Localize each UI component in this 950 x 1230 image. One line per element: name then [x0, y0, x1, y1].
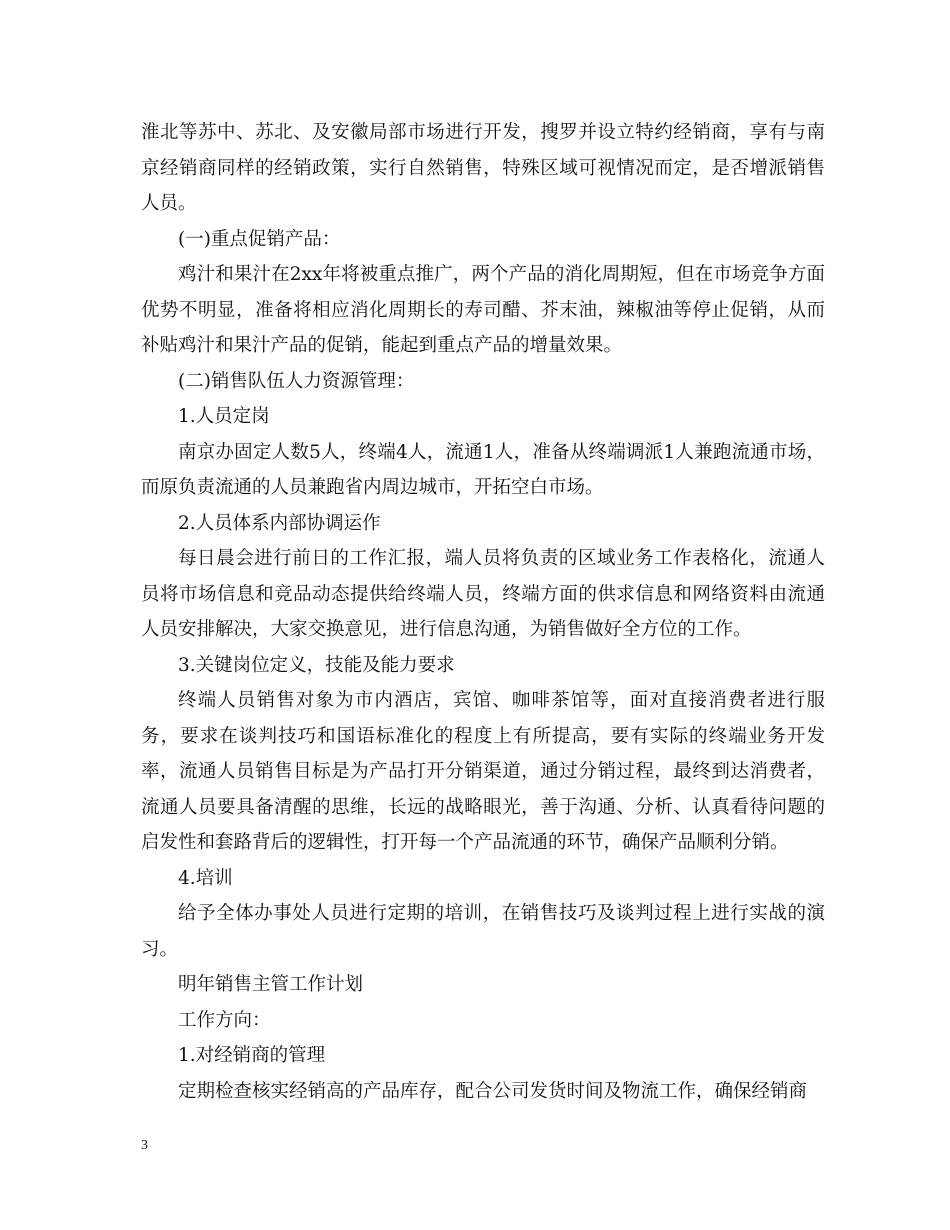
- heading-work-direction: 工作方向：: [178, 1009, 271, 1031]
- subheading-dealer-management: 1.对经销商的管理: [178, 1045, 326, 1066]
- paragraph-coordination: 每日晨会进行前日的工作汇报，端人员将负责的区域业务工作表格化，流通人员将市场信息和竞品动态提供给终端人员，终端方面的供求信息和网络资料由流通人员安排解决，大家交换意见，进行信息沟通，为销售做好全方位的工作。: [141, 548, 825, 640]
- heading-next-year-plan: 明年销售主管工作计划: [178, 974, 364, 995]
- paragraph-1: 淮北等苏中、苏北、及安徽局部市场进行开发，搜罗并设立特约经销商，享有与南京经销商同样的经销政策，实行自然销售，特殊区域可视情况而定，是否增派销售人员。: [141, 122, 825, 214]
- paragraph-training: 给予全体办事处人员进行定期的培训，在销售技巧及谈判过程上进行实战的演习。: [141, 903, 825, 960]
- page-number: 3: [141, 1138, 148, 1153]
- subheading-training: 4.培训: [178, 867, 233, 889]
- paragraph-staffing: 南京办固定人数5人，终端4人，流通1人，准备从终端调派1人兼跑流通市场，而原负责流通的人员兼跑省内周边城市，开拓空白市场。: [141, 441, 825, 498]
- section-heading-promotion: (一)重点促销产品：: [178, 228, 341, 250]
- subheading-coordination: 2.人员体系内部协调运作: [178, 512, 381, 534]
- paragraph-promotion: 鸡汁和果汁在2xx年将被重点推广，两个产品的消化周期短，但在市场竞争方面优势不明显，准备将相应消化周期长的寿司醋、芥末油，辣椒油等停止促销，从而补贴鸡汁和果汁产品的促销，能起到重点产品的增量效果。: [141, 264, 825, 356]
- subheading-staffing: 1.人员定岗: [178, 406, 270, 427]
- paragraph-dealer-management: 定期检查核实经销高的产品库存，配合公司发货时间及物流工作，确保经销商: [178, 1080, 808, 1102]
- section-heading-team: (二)销售队伍人力资源管理：: [178, 370, 415, 392]
- paragraph-key-positions: 终端人员销售对象为市内酒店，宾馆、咖啡茶馆等，面对直接消费者进行服务，要求在谈判技巧和国语标准化的程度上有所提高，要有实际的终端业务开发率，流通人员销售目标是为产品打开分销渠道，通过分销过程，最终到达消费者，流通人员要具备清醒的思维，长远的战略眼光，善于沟通、分析、认真看待问题的启发性和套路背后的逻辑性，打开每一个产品流通的环节，确保产品顺利分销。: [141, 690, 825, 853]
- subheading-key-positions: 3.关键岗位定义，技能及能力要求: [178, 654, 455, 676]
- document-body: [141, 115, 825, 1109]
